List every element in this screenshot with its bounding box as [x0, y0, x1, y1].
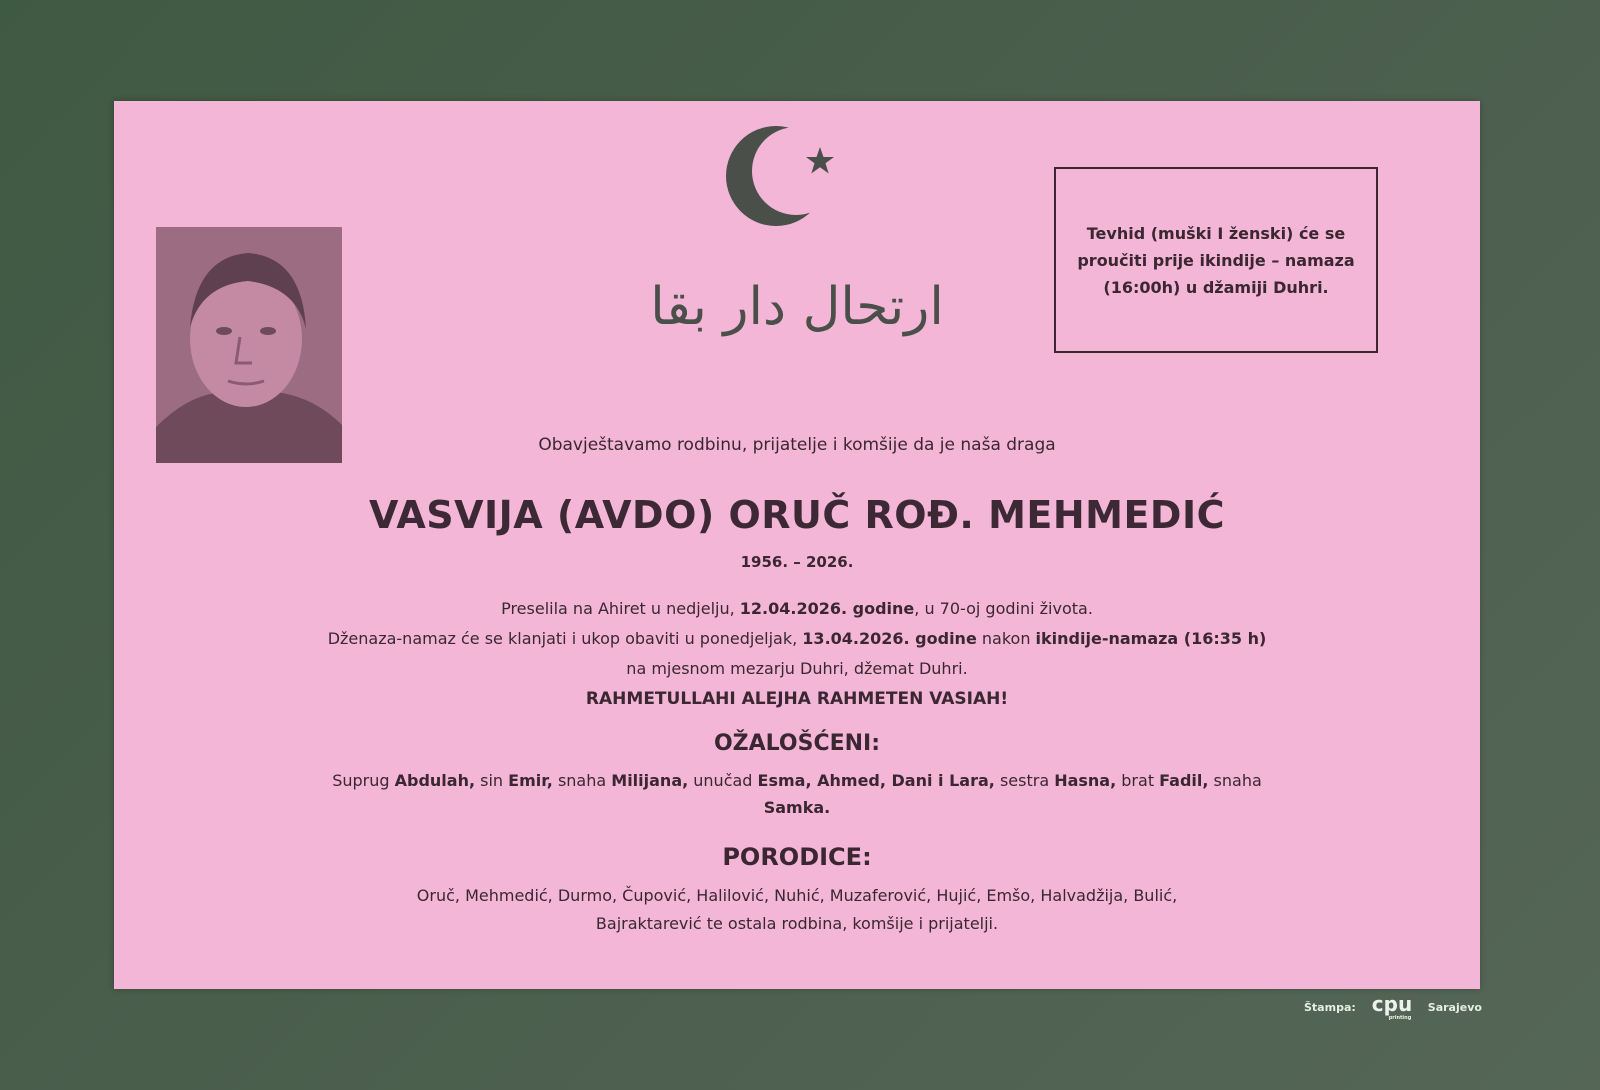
portrait-image [156, 227, 342, 463]
mourner-name: Esma, Ahmed, Dani i Lara, [757, 771, 995, 790]
arabic-calligraphy [650, 246, 944, 356]
families-list-line1: Oruč, Mehmedić, Durmo, Čupović, Halilović, Nuhić, Muzaferović, Hujić, Emšo, Halvadžija, Bulić, [416, 886, 1178, 905]
printer-logo-sub: printing [1388, 1015, 1412, 1021]
mourner-relation: sestra [994, 771, 1055, 790]
mourner-relation: Suprug [332, 771, 395, 790]
printer-label: Štampa: [1304, 1000, 1356, 1014]
deceased-photo [156, 227, 342, 463]
printer-city: Sarajevo [1427, 1000, 1482, 1014]
intro-text: Obavještavamo rodbinu, prijatelje i komšije da je naša draga [538, 435, 1056, 455]
mourner-name: Abdulah, [394, 771, 476, 790]
funeral-line [114, 629, 1480, 648]
passing-text-2: , u 70-oj godini života. [914, 599, 1093, 618]
rahmet-line: RAHMETULLAHI ALEJHA RAHMETEN VASIAH! [585, 689, 1009, 709]
obituary-notice [114, 101, 1480, 989]
mourner-name: Hasna, [1054, 771, 1117, 790]
mourner-relation: unučad [688, 771, 758, 790]
mourners-heading: OŽALOŠĆENI: [713, 731, 881, 756]
mourner-relation: sin [475, 771, 509, 790]
printer-logo-icon [1362, 994, 1422, 1020]
mourner-relation: snaha [552, 771, 612, 790]
passing-text-1: Preselila na Ahiret u nedjelju, [501, 599, 740, 618]
mourner-name: Milijana, [611, 771, 689, 790]
burial-line: na mjesnom mezarju Duhri, džemat Duhri. [626, 659, 968, 678]
crescent-star-icon [726, 121, 856, 231]
life-years: 1956. – 2026. [740, 553, 854, 571]
mourner-name: Fadil, [1159, 771, 1209, 790]
mourner-relation: brat [1116, 771, 1160, 790]
funeral-text-1: Dženaza-namaz će se klanjati i ukop obaviti u ponedjeljak, [327, 629, 803, 648]
funeral-text-2: nakon [976, 629, 1036, 648]
passing-date: 12.04.2026. godine [739, 599, 915, 618]
tevhid-info-text: Tevhid (muški I ženski) će se proučiti prije ikindije – namaza (16:00h) u džamiji Duhri. [1077, 223, 1355, 297]
families-list-line2: Bajraktarević te ostala rodbina, komšije i prijatelji. [595, 914, 999, 933]
funeral-prayer: ikindije-namaza (16:35 h) [1035, 629, 1267, 648]
mourner-name: Emir, [508, 771, 553, 790]
passing-line [114, 599, 1480, 618]
deceased-name: VASVIJA (AVDO) ORUČ ROĐ. MEHMEDIĆ [368, 493, 1225, 537]
mourners-list [114, 771, 1480, 790]
calligraphy-text: ارتحال دار بقا [650, 277, 944, 337]
mourners-list-line2: Samka. [763, 798, 831, 817]
printer-logo-text: cpu [1371, 992, 1412, 1016]
mourner-relation: snaha [1208, 771, 1262, 790]
printer-credit [1304, 994, 1482, 1020]
families-heading: PORODICE: [722, 843, 872, 871]
tevhid-info-box [1054, 167, 1378, 353]
funeral-date: 13.04.2026. godine [802, 629, 977, 648]
